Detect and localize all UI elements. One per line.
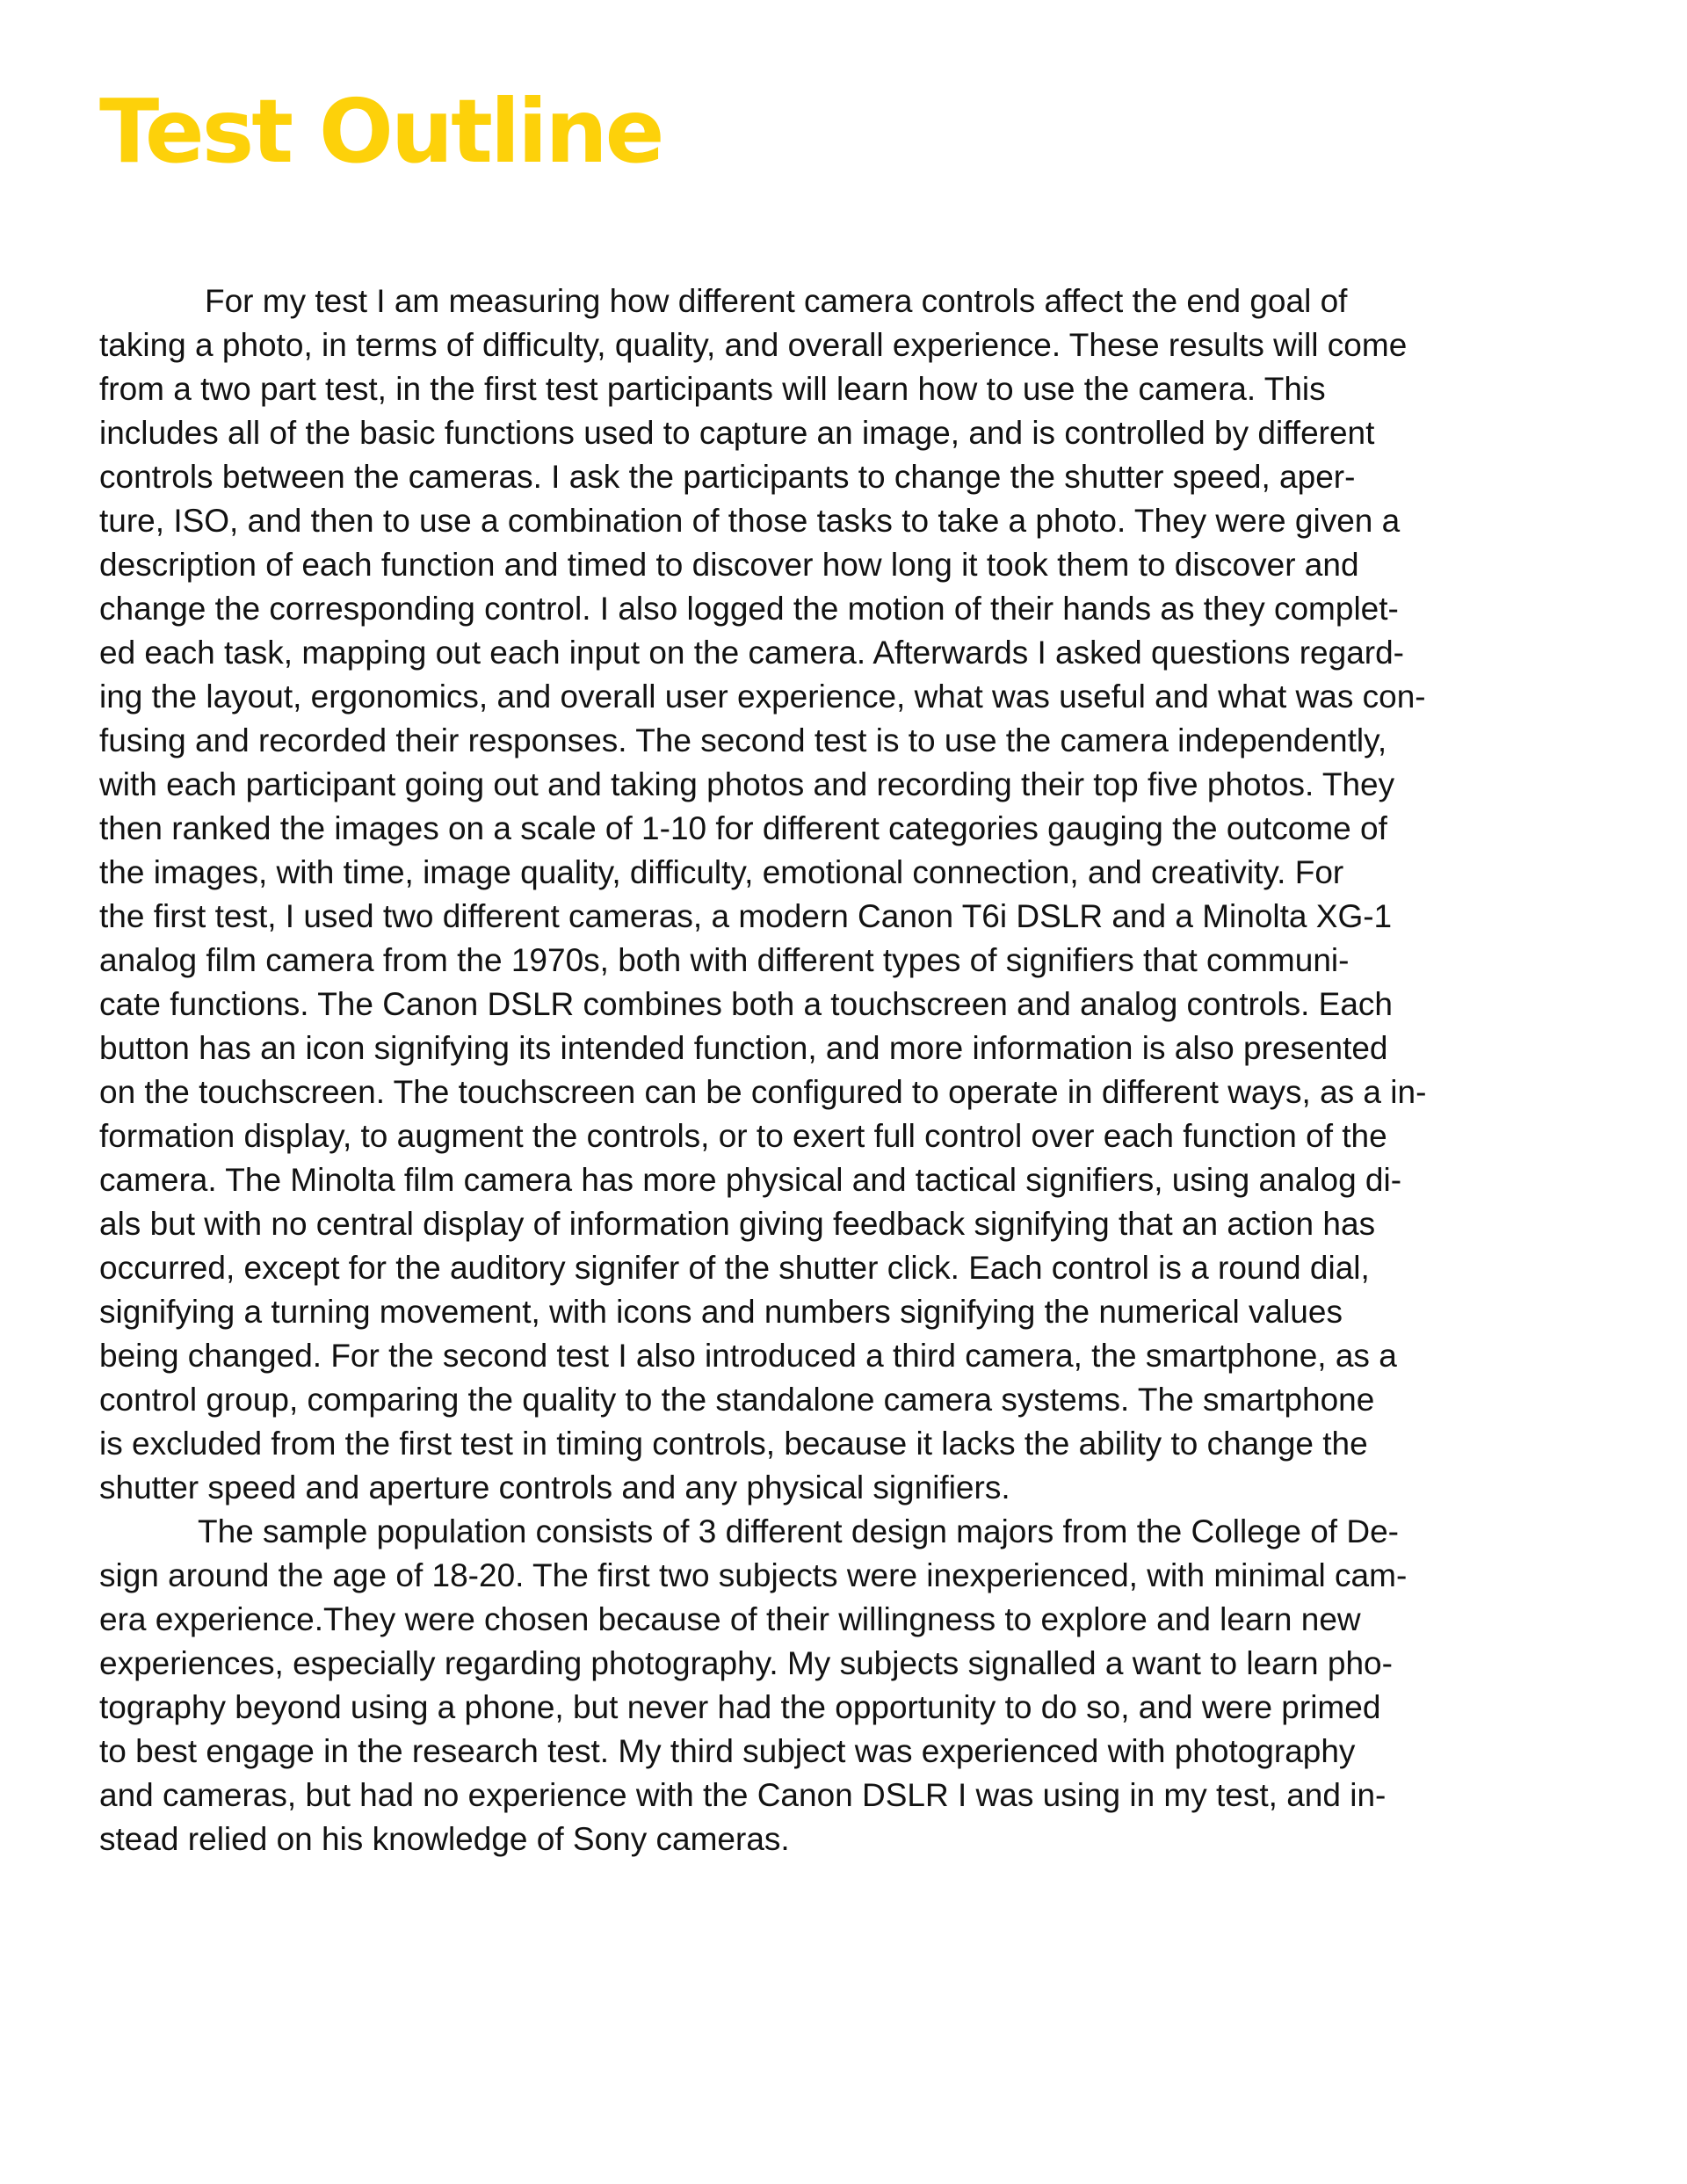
text-line: the images, with time, image quality, difficulty, emotional connection, and creativity. For xyxy=(99,854,1344,890)
text-line: camera. The Minolta film camera has more physical and tactical signifiers, using analog di- xyxy=(99,1162,1402,1198)
text-line: sign around the age of 18-20. The first two subjects were inexperienced, with minimal cam- xyxy=(99,1557,1408,1593)
text-line: taking a photo, in terms of difficulty, quality, and overall experience. These results will come xyxy=(99,327,1408,363)
text-line: cate functions. The Canon DSLR combines both a touchscreen and analog controls. Each xyxy=(99,986,1393,1022)
text-line: The sample population consists of 3 different design majors from the College of De- xyxy=(198,1513,1399,1549)
text-line: the first test, I used two different cameras, a modern Canon T6i DSLR and a Minolta XG-1 xyxy=(99,898,1393,934)
text-line: controls between the cameras. I ask the participants to change the shutter speed, aper- xyxy=(99,459,1356,495)
text-line: For my test I am measuring how different camera controls affect the end goal of xyxy=(205,283,1348,319)
text-line: era experience.They were chosen because of their willingness to explore and learn new xyxy=(99,1601,1361,1637)
text-line: button has an icon signifying its intended function, and more information is also presented xyxy=(99,1030,1388,1066)
text-line: from a two part test, in the first test participants will learn how to use the camera. This xyxy=(99,371,1326,407)
text-line: with each participant going out and taking photos and recording their top five photos. They xyxy=(99,766,1395,802)
text-line: fusing and recorded their responses. The second test is to use the camera independently, xyxy=(99,722,1387,758)
text-line: experiences, especially regarding photography. My subjects signalled a want to learn pho- xyxy=(99,1645,1393,1681)
text-line: description of each function and timed to discover how long it took them to discover and xyxy=(99,547,1359,583)
text-line: being changed. For the second test I also introduced a third camera, the smartphone, as a xyxy=(99,1338,1397,1374)
text-line: occurred, except for the auditory signifer of the shutter click. Each control is a round dial, xyxy=(99,1250,1370,1286)
text-line: formation display, to augment the controls, or to exert full control over each function of the xyxy=(99,1118,1387,1154)
text-line: on the touchscreen. The touchscreen can be configured to operate in different ways, as a in- xyxy=(99,1074,1427,1110)
text-line: ture, ISO, and then to use a combination of those tasks to take a photo. They were given a xyxy=(99,503,1401,539)
text-line: and cameras, but had no experience with the Canon DSLR I was using in my test, and in- xyxy=(99,1777,1387,1813)
text-line: ing the layout, ergonomics, and overall user experience, what was useful and what was con- xyxy=(99,678,1426,715)
text-line: shutter speed and aperture controls and any physical signifiers. xyxy=(99,1469,1010,1506)
text-line: is excluded from the first test in timing controls, because it lacks the ability to change the xyxy=(99,1426,1368,1462)
text-line: analog film camera from the 1970s, both with different types of signifiers that communi- xyxy=(99,942,1350,978)
text-line: als but with no central display of information giving feedback signifying that an action has xyxy=(99,1206,1376,1242)
text-line: includes all of the basic functions used to capture an image, and is controlled by different xyxy=(99,415,1375,451)
paragraph-test-description xyxy=(99,279,1593,1510)
paragraph-sample-population xyxy=(99,1510,1593,1861)
text-line: tography beyond using a phone, but never had the opportunity to do so, and were primed xyxy=(99,1689,1381,1725)
text-line: change the corresponding control. I also logged the motion of their hands as they complet- xyxy=(99,591,1399,627)
text-line: stead relied on his knowledge of Sony cameras. xyxy=(99,1821,790,1857)
text-line: signifying a turning movement, with icons and numbers signifying the numerical values xyxy=(99,1294,1343,1330)
text-line: then ranked the images on a scale of 1-10 for different categories gauging the outcome of xyxy=(99,810,1387,846)
text-line: ed each task, mapping out each input on the camera. Afterwards I asked questions regard- xyxy=(99,635,1404,671)
body-text xyxy=(99,279,1593,1861)
text-line: to best engage in the research test. My third subject was experienced with photography xyxy=(99,1733,1356,1769)
text-line: control group, comparing the quality to the standalone camera systems. The smartphone xyxy=(99,1382,1375,1418)
page-title: Test Outline xyxy=(99,80,662,183)
